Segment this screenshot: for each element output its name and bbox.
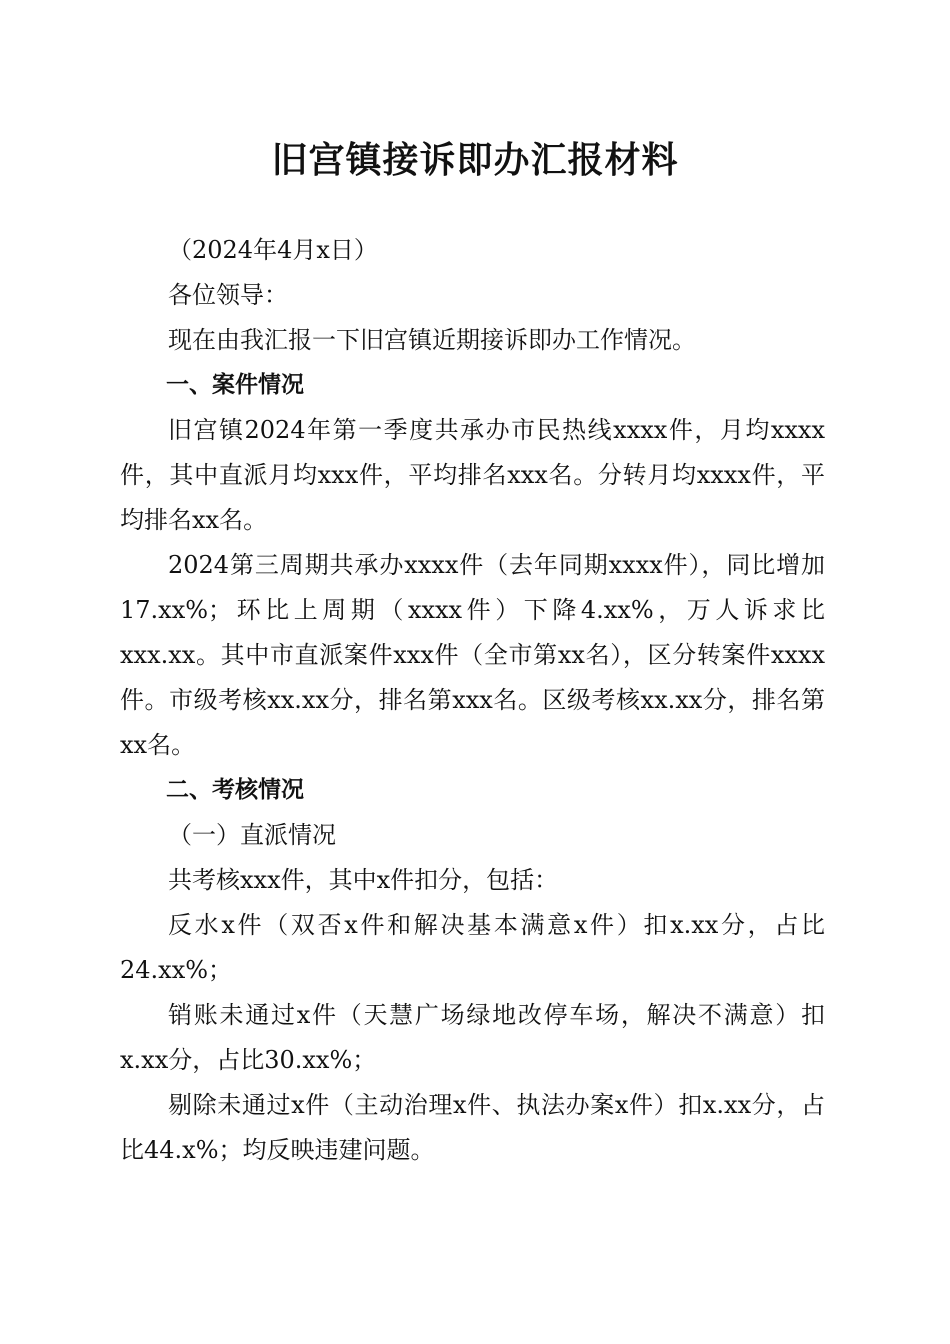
intro-paragraph: 现在由我汇报一下旧宫镇近期接诉即办工作情况。	[168, 326, 696, 354]
subheading-direct-dispatch: （一）直派情况	[168, 821, 336, 849]
assessment-item-reversal: 反水x件（双否x件和解决基本满意x件）扣x.xx分，占比24.xx%；	[120, 911, 825, 984]
date-line: （2024年4月x日）	[168, 236, 378, 264]
cases-paragraph-period: 2024第三周期共承办xxxx件（去年同期xxxx件），同比增加17.xx%；环比上周期（xxxx件）下降4.xx%，万人诉求比xxx.xx。其中市直派案件xxx件（全市第xx名），区分转案件xxxx件。市级考核xx.xx分，排名第xxx名。区级考核xx.xx分，排名第xx名。	[120, 551, 825, 759]
document-title: 旧宫镇接诉即办汇报材料	[271, 139, 679, 181]
section-heading-assessment: 二、考核情况	[166, 777, 304, 803]
assessment-item-closure-failed: 销账未通过x件（天慧广场绿地改停车场，解决不满意）扣x.xx分，占比30.xx%；	[120, 1001, 825, 1074]
section-heading-cases: 一、案件情况	[166, 372, 304, 398]
document-body	[120, 228, 825, 1173]
assessment-item-removal-failed: 剔除未通过x件（主动治理x件、执法办案x件）扣x.xx分，占比44.x%；均反映违建问题。	[120, 1091, 825, 1164]
salutation: 各位领导：	[168, 281, 288, 309]
cases-paragraph-quarter: 旧宫镇2024年第一季度共承办市民热线xxxx件，月均xxxx件，其中直派月均xxx件，平均排名xxx名。分转月均xxxx件，平均排名xx名。	[120, 416, 825, 534]
assessment-paragraph-summary: 共考核xxx件，其中x件扣分，包括：	[168, 866, 559, 894]
